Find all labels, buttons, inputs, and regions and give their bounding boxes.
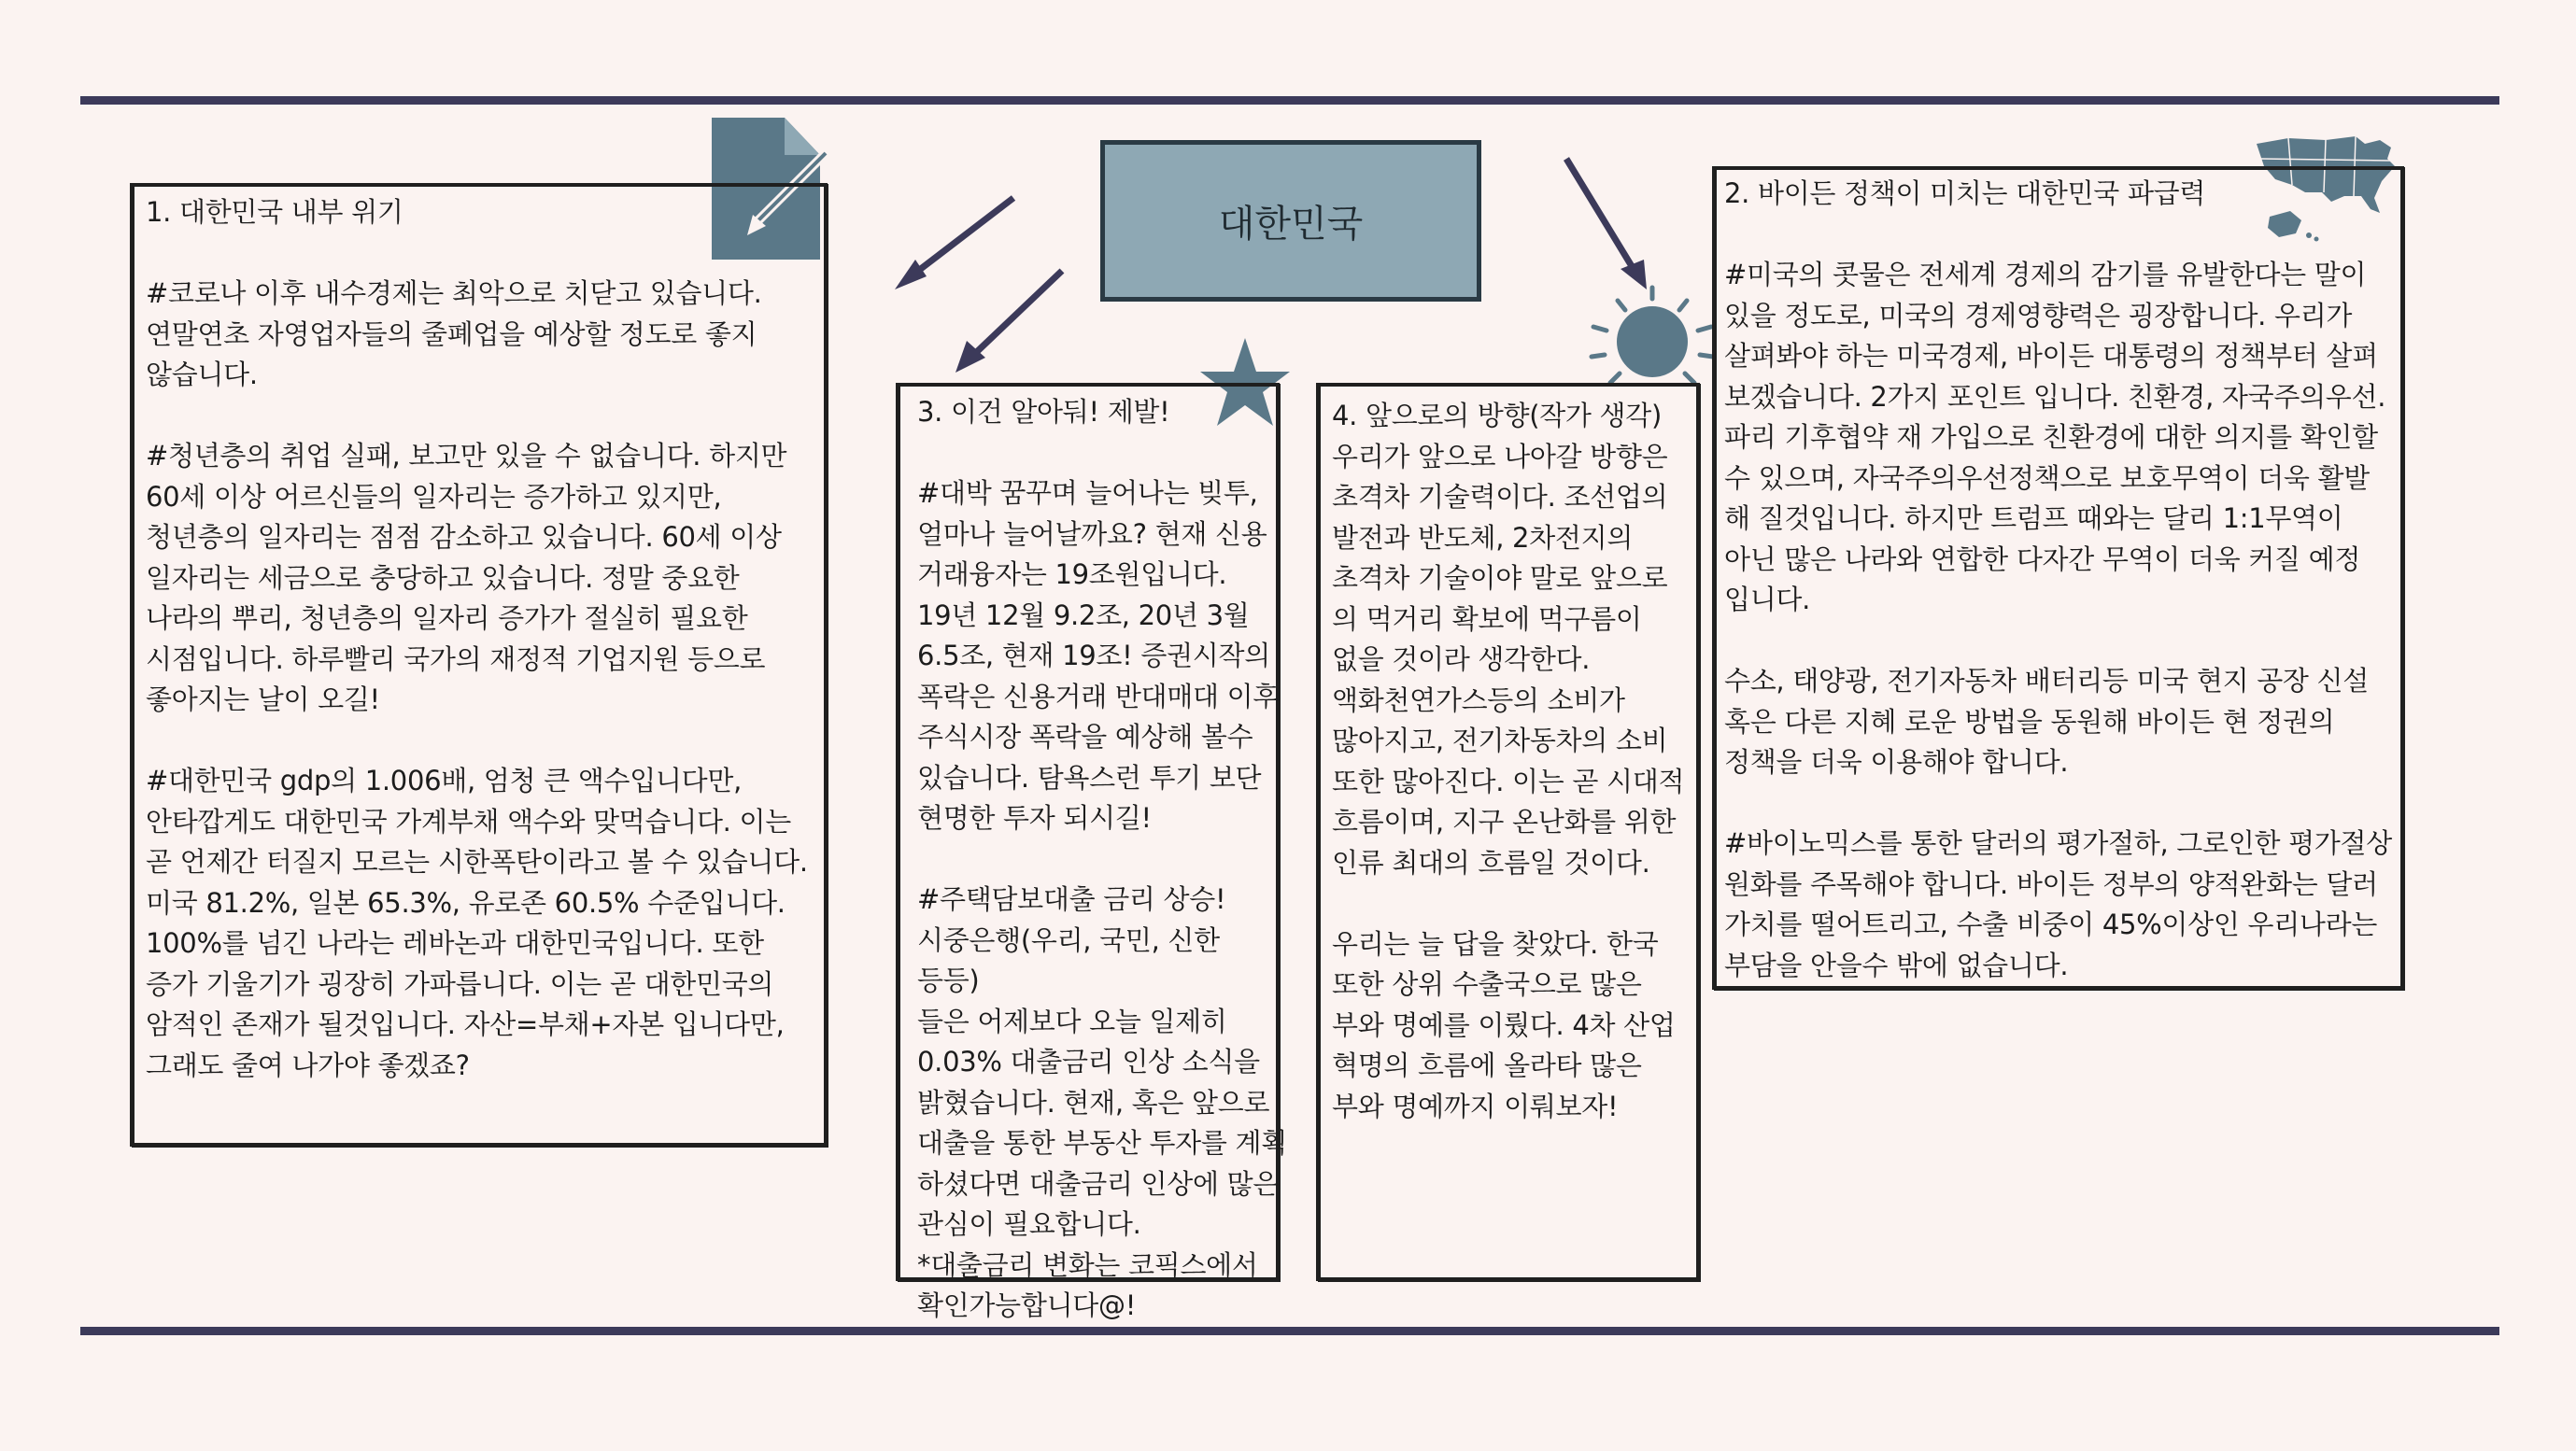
arrow-icon [1555, 149, 1658, 299]
page-title: 대한민국 [1100, 140, 1481, 302]
arrow-icon [948, 266, 1074, 383]
top-divider [80, 96, 2499, 105]
must-know-text: 3. 이건 알아둬! 제발! #대박 꿈꾸며 늘어나는 빚투, 얼마나 늘어날까요? 현재 신용 거래융자는 19조원입니다. 19년 12월 9.2조, 20년 3월 6.5조, 현재 19조! 증권시작의 폭락은 신용거래 반대매대 이후 주식시장 폭락을 예상해 볼수 있습니다. 탐욕스런 투기 보단 현명한 투자 되시길! #주택담보대출 금리 상승! 시중은행(우리, 국민, 신한 등등) 들은 어제보다 오늘 일제히 0.03% 대출금리 인상 소식을 밝혔습니다. 현재, 혹은 앞으로 대출을 통한 부동산 투자를 계획 하셨다면 대출금리 인상에 많은 관심이 필요합니다. *대출금리 변화는 코픽스에서 확인가능합니다@! [917, 396, 1287, 1321]
future-direction-text: 4. 앞으로의 방향(작가 생각) 우리가 앞으로 나아갈 방향은 초격차 기술력이다. 조선업의 발전과 반도체, 2차전지의 초격차 기술이야 말로 앞으로 의 먹거리 확보에 먹구름이 없을 것이라 생각한다. 액화천연가스등의 소비가 많아지고, 전기차동차의 소비 또한 많아진다. 이는 곧 시대적 흐름이며, 지구 온난화를 위한 인류 최대의 흐름일 것이다. 우리는 늘 답을 찾았다. 한국 또한 상위 수출국으로 많은 부와 명예를 이뤘다. 4차 산업 혁명의 흐름에 올라타 많은 부와 명예까지 이뤄보자! [1332, 400, 1685, 1122]
internal-crisis-text: 1. 대한민국 내부 위기 #코로나 이후 내수경제는 최악으로 치닫고 있습니다. 연말연초 자영업자들의 줄폐업을 예상할 정도로 좋지 않습니다. #청년층의 취업 실패, 보고만 있을 수 없습니다. 하지만 60세 이상 어르신들의 일자리는 증가하고 있지만, 청년층의 일자리는 점점 감소하고 있습니다. 60세 이상 일자리는 세금으로 충당하고 있습니다. 정말 중요한 나라의 뿌리, 청년층의 일자리 증가가 절실히 필요한 시점입니다. 하루빨리 국가의 재정적 기업지원 등으로 좋아지는 날이 오길! #대한민국 gdp의 1.006배, 엄청 큰 액수입니다만, 안타깝게도 대한민국 가계부채 액수와 맞먹습니다. 이는 곧 언제간 터질지 모르는 시한폭탄이라고 볼 수 있습니다. 미국 81.2%, 일본 65.3%, 유로존 60.5% 수준입니다. 100%를 넘긴 나라는 레바논과 대한민국입니다. 또한 증가 기울기가 굉장히 가파릅니다. 이는 곧 대한민국의 암적인 존재가 될것입니다. 자산=부채+자본 입니다만, 그래도 줄여 나가야 좋겠죠? [146, 196, 808, 1081]
bottom-divider [80, 1327, 2499, 1335]
biden-policy-text: 2. 바이든 정책이 미치는 대한민국 파급력 #미국의 콧물은 전세계 경제의 감기를 유발한다는 말이 있을 정도로, 미국의 경제영향력은 굉장합니다. 우리가 살펴봐야 하는 미국경제, 바이든 대통령의 정책부터 살펴 보겠습니다. 2가지 포인트 입니다. 친환경, 자국주의우선. 파리 기후협약 재 가입으로 친환경에 대한 의지를 확인할 수 있으며, 자국주의우선정책으로 보호무역이 더욱 활발 해 질것입니다. 하지만 트럼프 때와는 달리 1:1무역이 아닌 많은 나라와 연합한 다자간 무역이 더욱 커질 예정 입니다. 수소, 태양광, 전기자동차 배터리등 미국 현지 공장 신설 혹은 다른 지혜 로운 방법을 동원해 바이든 현 정권의 정책을 더욱 이용해야 합니다. #바이노믹스를 통한 달러의 평가절하, 그로인한 평가절상 원화를 주목해야 합니다. 바이든 정부의 양적완화는 달러 가치를 떨어트리고, 수출 비중이 45%이상인 우리나라는 부담을 안을수 밖에 없습니다. [1724, 177, 2392, 981]
